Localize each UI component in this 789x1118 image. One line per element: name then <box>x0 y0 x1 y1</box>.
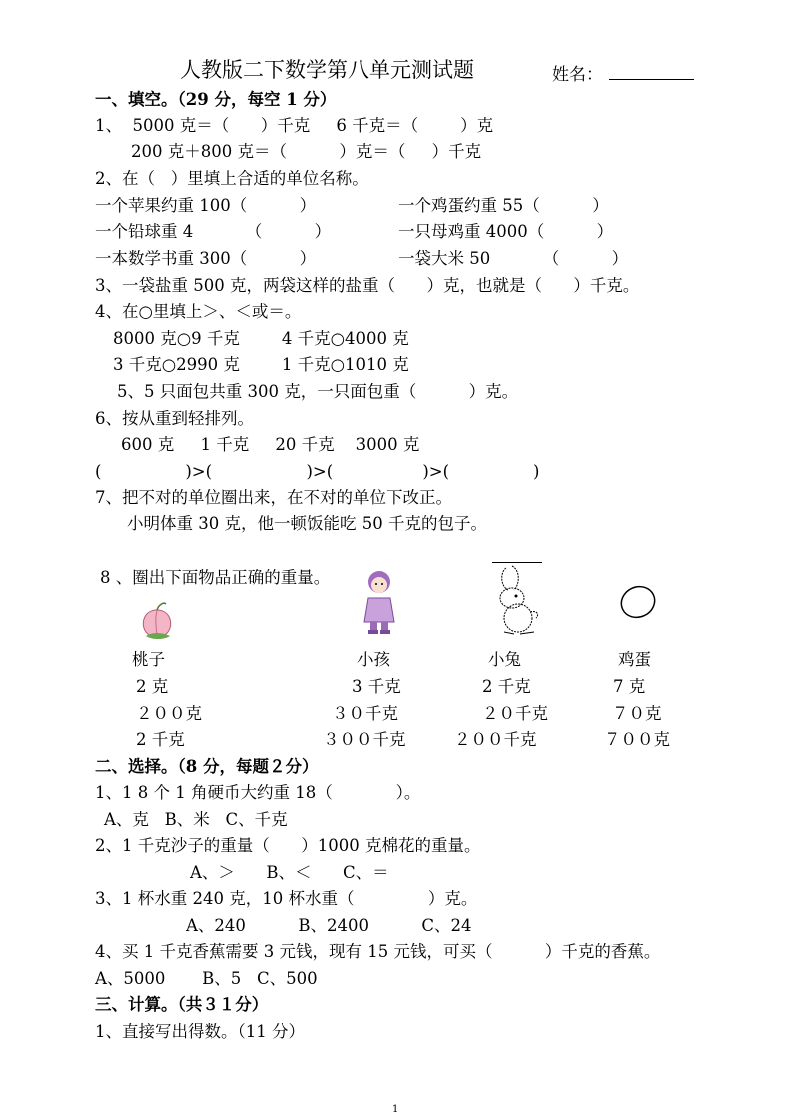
question-2-shot-put: 一个铅球重 4 （ ） <box>95 222 332 241</box>
question-5: 5、5 只面包共重 300 克，一只面包重（ ）克。 <box>117 382 519 401</box>
section-3-heading: 三、计算。（共３１分） <box>95 995 269 1014</box>
option-rabbit-2[interactable]: ２０千克 <box>482 704 548 723</box>
question-2-math-book: 一本数学书重 300（ ） <box>95 249 317 268</box>
choice-4-options: A、5000 B、5 C、500 <box>95 969 318 988</box>
question-8-prompt: 8 、圈出下面物品正确的重量。 <box>100 568 331 587</box>
option-egg-2[interactable]: ７０克 <box>612 704 662 723</box>
question-1-line-2: 200 克＋800 克＝（ ）克＝（ ）千克 <box>131 142 482 161</box>
question-3: 3、一袋盐重 500 克，两袋这样的盐重（ ）克，也就是（ ）千克。 <box>95 276 640 295</box>
question-7-prompt: 7、把不对的单位圈出来，在不对的单位下改正。 <box>95 488 452 507</box>
item-name-child: 小孩 <box>357 650 390 669</box>
question-1-line-1: 1、 5000 克＝（ ）千克 6 千克＝（ ）克 <box>95 116 494 135</box>
question-7-sentence: 小明体重 30 克，他一顿饭能吃 50 千克的包子。 <box>127 514 487 533</box>
question-2-egg: 一个鸡蛋约重 55（ ） <box>398 196 609 215</box>
question-2-prompt: 2、在（ ）里填上合适的单位名称。 <box>95 169 369 188</box>
choice-1-options: A、克 B、米 C、千克 <box>104 810 288 829</box>
choice-3-options: A、240 B、2400 C、24 <box>186 916 472 935</box>
question-4-prompt: 4、在○里填上＞、＜或＝。 <box>95 302 302 321</box>
option-child-3[interactable]: ３００千克 <box>323 730 406 749</box>
page-title: 人教版二下数学第八单元测试题 <box>180 58 474 82</box>
item-name-rabbit: 小兔 <box>488 650 521 669</box>
option-egg-1[interactable]: 7 克 <box>613 677 646 696</box>
option-egg-3[interactable]: ７００克 <box>604 730 670 749</box>
child-icon <box>356 568 402 636</box>
option-rabbit-1[interactable]: 2 千克 <box>482 677 531 696</box>
question-2-apple: 一个苹果约重 100（ ） <box>95 196 317 215</box>
question-4-row-2: 3 千克○2990 克 1 千克○1010 克 <box>113 355 409 374</box>
option-child-2[interactable]: ３０千克 <box>332 704 398 723</box>
page-number: 1 <box>392 1104 399 1115</box>
choice-2-options: A、＞ B、＜ C、＝ <box>190 863 389 882</box>
question-2-hen: 一只母鸡重 4000（ ） <box>398 222 614 241</box>
question-2-rice-bag: 一袋大米 50 （ ） <box>398 249 629 268</box>
question-6-prompt: 6、按从重到轻排列。 <box>95 409 254 428</box>
choice-1-question: 1、1 8 个 1 角硬币大约重 18（ ）。 <box>95 783 421 802</box>
section-1-heading: 一、填空。（29 分，每空 1 分） <box>95 90 337 109</box>
option-peach-3[interactable]: 2 千克 <box>136 730 185 749</box>
egg-icon <box>618 582 658 622</box>
question-6-values: 600 克 1 千克 20 千克 3000 克 <box>121 435 420 454</box>
blank-line <box>492 562 542 563</box>
choice-4-question: 4、买 1 千克香蕉需要 3 元钱，现有 15 元钱，可买（ ）千克的香蕉。 <box>95 942 661 961</box>
peach-icon <box>138 598 176 642</box>
calc-1-prompt: 1、直接写出得数。（11 分） <box>95 1022 305 1041</box>
item-name-peach: 桃子 <box>132 650 165 669</box>
option-peach-1[interactable]: 2 克 <box>136 677 169 696</box>
choice-2-question: 2、1 千克沙子的重量（ ）1000 克棉花的重量。 <box>95 836 481 855</box>
option-child-1[interactable]: 3 千克 <box>352 677 401 696</box>
name-label: 姓名： <box>552 65 603 85</box>
name-blank-line[interactable] <box>609 79 694 80</box>
item-name-egg: 鸡蛋 <box>618 650 651 669</box>
question-6-answer-blanks: ( )>( )>( )>( ) <box>95 462 540 481</box>
question-4-row-1: 8000 克○9 千克 4 千克○4000 克 <box>113 329 409 348</box>
option-rabbit-3[interactable]: ２００千克 <box>454 730 537 749</box>
choice-3-question: 3、1 杯水重 240 克，10 杯水重（ ）克。 <box>95 889 478 908</box>
option-peach-2[interactable]: ２００克 <box>136 704 202 723</box>
section-2-heading: 二、选择。（8 分，每题２分） <box>95 757 319 776</box>
rabbit-icon <box>490 564 546 640</box>
